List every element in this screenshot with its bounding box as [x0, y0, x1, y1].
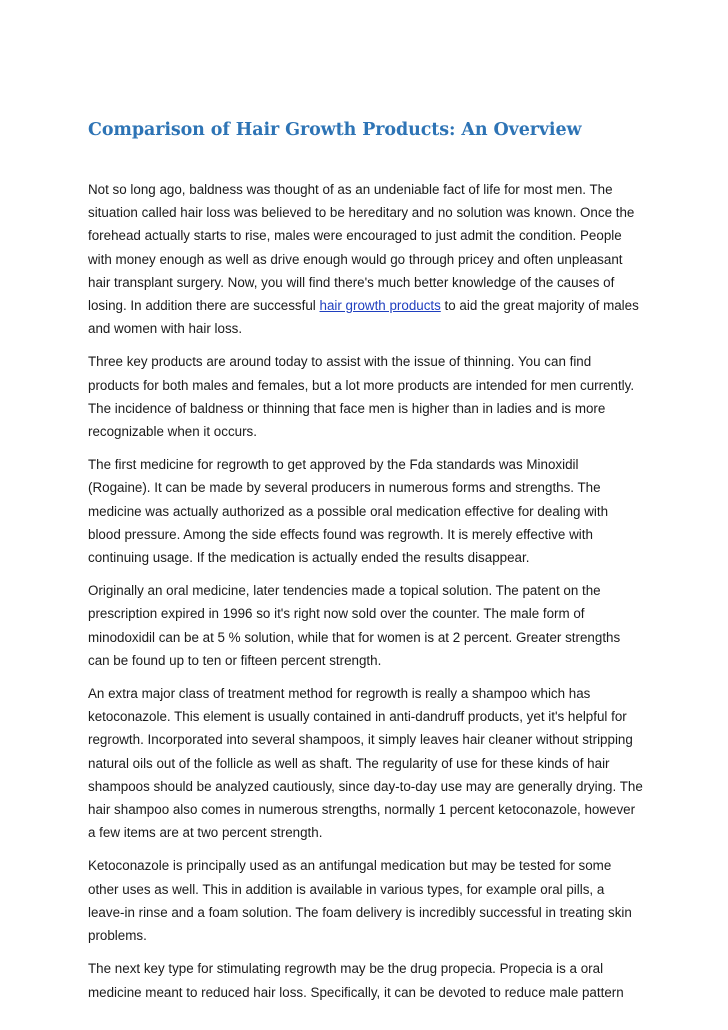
hair-growth-products-link[interactable]: hair growth products [319, 298, 441, 314]
paragraph: Three key products are around today to assist with the issue of thinning. You can find products for both males and females, but a lot more products are intended for men currently. The incidence of baldness or thinning that face men is higher than in ladies and is more recognizable when it occurs. [88, 354, 635, 440]
document-body [88, 116, 644, 1014]
paragraph-text: Not so long ago, baldness was thought of as an undeniable fact of life for most men. The situation called hair loss was believed to be hereditary and no solution was known. Once the forehead actually starts to rise, males were encouraged to just admit the condition. People with money enough as well as drive enough would go through pricey and often unpleasant hair transplant surgery. Now, you will find there's much better knowledge of the causes of losing. In addition there are successful [88, 182, 635, 314]
paragraph: Ketoconazole is principally used as an antifungal medication but may be tested for some other uses as well. This in addition is available in various types, for example oral pills, a leave-in rinse and a foam solution. The foam delivery is incredibly successful in treating skin problems. [88, 858, 632, 944]
paragraph: An extra major class of treatment method for regrowth is really a shampoo which has ketoconazole. This element is usually contained in anti-dandruff products, yet it's helpful for regrowth. Incorporated into several shampoos, it simply leaves hair cleaner without stripping natural oils out of the follicle as well as shaft. The regularity of use for these kinds of hair shampoos should be analyzed cautiously, since day-to-day use may are generally drying. The hair shampoo also comes in numerous strengths, normally 1 percent ketoconazole, however a few items are at two percent strength. [88, 686, 643, 841]
paragraph-text: to aid the great majority of males and women with hair loss. [88, 298, 639, 337]
paragraph: Originally an oral medicine, later tendencies made a topical solution. The patent on the prescription expired in 1996 so it's right now sold over the counter. The male form of minodoxidil can be at 5 % solution, while that for women is at 2 percent. Greater strengths can be found up to ten or fifteen percent strength. [88, 583, 621, 668]
paragraph-intro [88, 178, 644, 340]
document-title: Comparison of Hair Growth Products: An Overview [88, 120, 582, 140]
paragraph: The first medicine for regrowth to get approved by the Fda standards was Minoxidil (Rogaine). It can be made by several producers in numerous forms and strengths. The medicine was actually authorized as a possible oral medication effective for dealing with blood pressure. Among the side effects found was regrowth. It is merely effective with continuing usage. If the medication is actually ended the results disappear. [88, 457, 609, 566]
paragraph: The next key type for stimulating regrowth may be the drug propecia. Propecia is a oral medicine meant to reduced hair loss. Specifically, it can be devoted to reduce male pattern [88, 961, 624, 1000]
